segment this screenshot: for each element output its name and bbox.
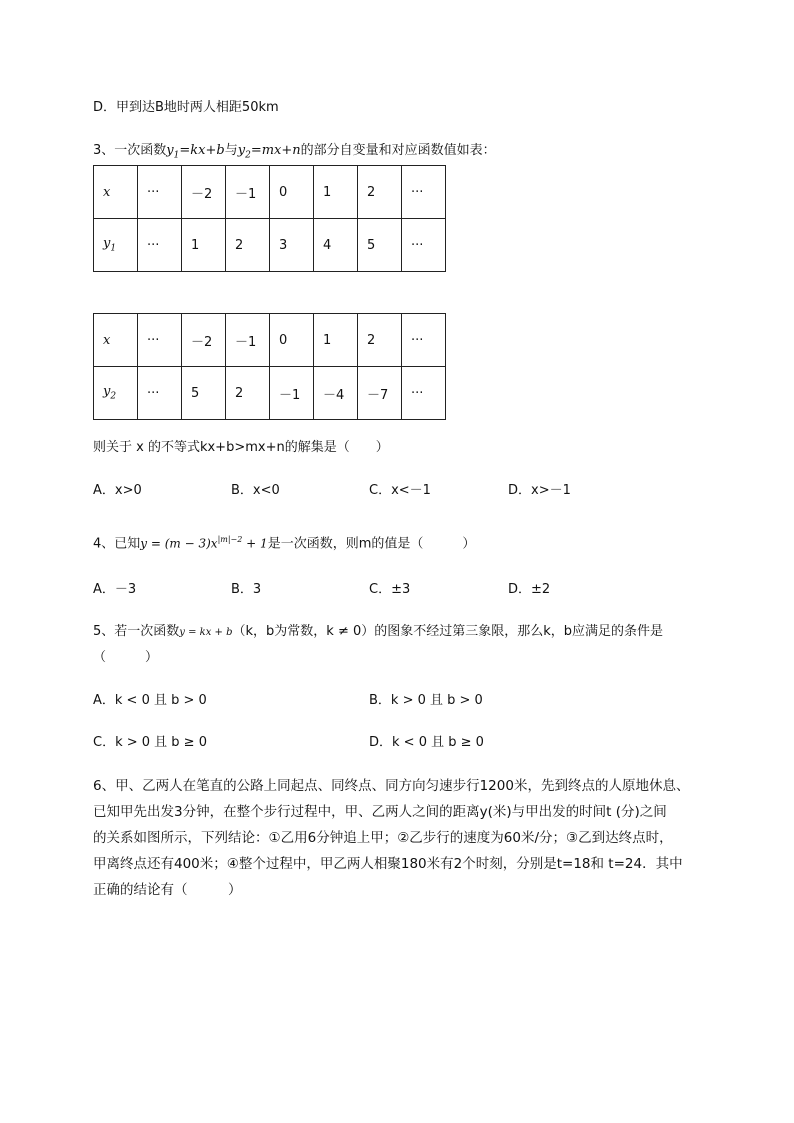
- table-cell: 2: [358, 166, 402, 219]
- q3-y1-sub: 1: [173, 150, 180, 161]
- q3-question: 则关于 x 的不等式kx+b>mx+n的解集是（ ）: [93, 440, 389, 455]
- table-cell: 0: [270, 314, 314, 367]
- q4-stem: [93, 530, 475, 554]
- table-cell: 1: [314, 314, 358, 367]
- q6-stem: [93, 773, 713, 903]
- table-cell: －1: [270, 367, 314, 420]
- table-cell: 4: [314, 219, 358, 272]
- q5-option-a[interactable]: A．k < 0 且 b > 0: [93, 693, 207, 708]
- q4-exponent: |m|−2: [217, 535, 243, 544]
- q3-y2: y: [237, 143, 246, 158]
- table-cell-label: [94, 219, 138, 272]
- table-cell: ···: [138, 219, 182, 272]
- table-cell: ···: [402, 166, 446, 219]
- q3-y1: y: [166, 143, 174, 158]
- q3-stem-prefix: 一次函数: [114, 143, 167, 158]
- row-label-sub: 1: [110, 243, 117, 254]
- q4-stem-prefix: 4、已知: [93, 536, 141, 552]
- table-cell: －1: [226, 314, 270, 367]
- table-row: [94, 219, 446, 272]
- q4-option-b[interactable]: B．3: [231, 582, 262, 597]
- q6-line: 正确的结论有（ ）: [93, 882, 242, 898]
- table-cell: －7: [358, 367, 402, 420]
- table-row: [94, 314, 446, 367]
- table-cell: x: [94, 166, 138, 219]
- q3-table-1: [93, 165, 446, 272]
- q3-option-c[interactable]: C．x<－1: [369, 483, 431, 498]
- table-cell: 3: [270, 219, 314, 272]
- table-cell: －2: [182, 314, 226, 367]
- q3-y2-sub: 2: [245, 150, 251, 161]
- q3-table-2: [93, 313, 446, 420]
- q3-stem: [93, 141, 496, 166]
- table-cell: 1: [182, 219, 226, 272]
- q4-option-c[interactable]: C．±3: [369, 582, 411, 597]
- q3-between: 与: [224, 143, 238, 158]
- q5-stem: [93, 622, 663, 643]
- prev-option-d: D．甲到达B地时两人相距50km: [93, 100, 279, 115]
- table-cell: 2: [358, 314, 402, 367]
- table-cell: ···: [402, 314, 446, 367]
- q3-option-b[interactable]: B．x<0: [231, 483, 280, 498]
- table-cell: 2: [226, 219, 270, 272]
- q3-option-d[interactable]: D．x>－1: [508, 483, 571, 498]
- q5-stem-prefix: 5、若一次函数: [93, 624, 180, 639]
- table-cell: 1: [314, 166, 358, 219]
- q6-line: 的关系如图所示，下列结论：①乙用6分钟追上甲；②乙步行的速度为60米/分；③乙到达终点时，: [93, 830, 673, 846]
- q5-option-b[interactable]: B．k > 0 且 b > 0: [369, 693, 483, 708]
- row-label-y: y: [103, 236, 111, 252]
- q4-formula-tail: + 1: [242, 536, 268, 551]
- q5-stem-end: （ ）: [93, 650, 159, 665]
- row-label-y: y: [103, 384, 111, 400]
- table-cell: 5: [358, 219, 402, 272]
- table-cell: x: [94, 314, 138, 367]
- q6-line: 6、甲、乙两人在笔直的公路上同起点、同终点、同方向匀速步行1200米，先到终点的人原地休息、: [93, 778, 690, 794]
- table-cell-label: [94, 367, 138, 420]
- table-cell: －2: [182, 166, 226, 219]
- q4-formula: y = (m − 3)x: [140, 536, 218, 551]
- q3-eq2: =mx+n: [250, 143, 301, 158]
- table-cell: 5: [182, 367, 226, 420]
- table-cell: ···: [138, 166, 182, 219]
- q5-formula: y = kx + b: [179, 627, 233, 638]
- table-row: [94, 166, 446, 219]
- q4-option-d[interactable]: D．±2: [508, 582, 551, 597]
- table-cell: 2: [226, 367, 270, 420]
- q4-option-a[interactable]: A．－3: [93, 582, 137, 597]
- q5-option-d[interactable]: D．k < 0 且 b ≥ 0: [369, 735, 484, 750]
- row-label-sub: 2: [110, 391, 117, 402]
- q6-line: 已知甲先出发3分钟，在整个步行过程中，甲、乙两人之间的距离y(米)与甲出发的时间t (分)之间: [93, 804, 667, 820]
- table-cell: －1: [226, 166, 270, 219]
- q5-option-c[interactable]: C．k > 0 且 b ≥ 0: [93, 735, 207, 750]
- q3-option-a[interactable]: A．x>0: [93, 483, 142, 498]
- table-cell: ···: [138, 367, 182, 420]
- table-cell: ···: [138, 314, 182, 367]
- q3-number: 3、: [93, 143, 115, 158]
- table-row: [94, 367, 446, 420]
- table-cell: ···: [402, 219, 446, 272]
- table-cell: ···: [402, 367, 446, 420]
- q5-stem-mid: （k，b为常数，k ≠ 0）的图象不经过第三象限，那么k，b应满足的条件是: [232, 624, 664, 639]
- table-cell: －4: [314, 367, 358, 420]
- q6-line: 甲离终点还有400米；④整个过程中，甲乙两人相聚180米有2个时刻，分别是t=18和 t=24．其中: [93, 856, 683, 872]
- q3-eq1: =kx+b: [179, 143, 225, 158]
- table-cell: 0: [270, 166, 314, 219]
- q3-stem-suffix: 的部分自变量和对应函数值如表：: [300, 143, 496, 158]
- q4-stem-suffix: 是一次函数，则m的值是（ ）: [267, 536, 476, 552]
